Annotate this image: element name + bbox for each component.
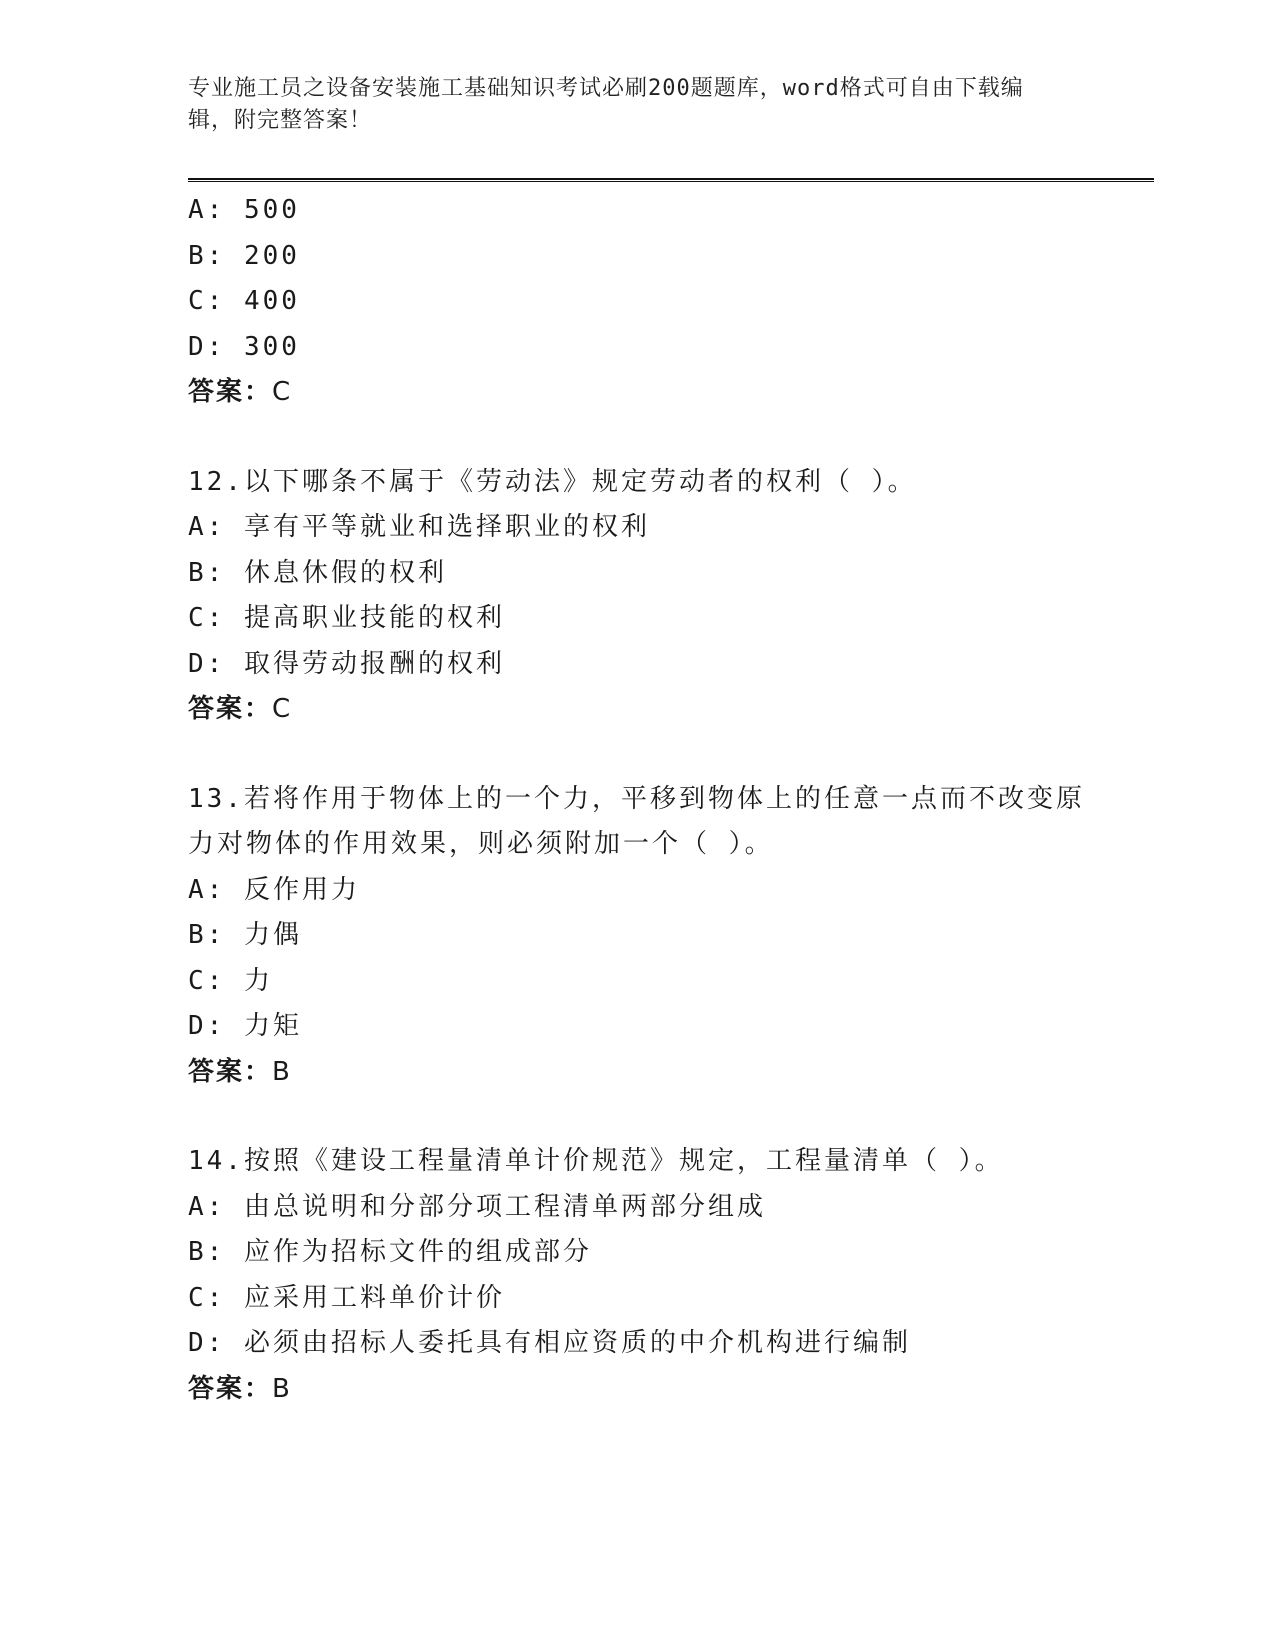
option-a: A: 享有平等就业和选择职业的权利 bbox=[188, 512, 650, 542]
option-b: B: 力偶 bbox=[188, 920, 302, 950]
option-d: D: 力矩 bbox=[188, 1011, 302, 1041]
document-header-title: 专业施工员之设备安装施工基础知识考试必刷200题题库，word格式可自由下载编辑，附完整答案！ bbox=[188, 76, 1024, 133]
answer-value: B bbox=[272, 1056, 292, 1087]
header-divider bbox=[188, 178, 1154, 182]
option-b: B: 应作为招标文件的组成部分 bbox=[188, 1237, 592, 1267]
option-b: B: 200 bbox=[188, 240, 300, 271]
option-a: A: 反作用力 bbox=[188, 874, 360, 905]
document-content bbox=[188, 188, 1154, 1412]
answer-line bbox=[188, 370, 1154, 416]
option-a: A: 由总说明和分部分项工程清单两部分组成 bbox=[188, 1191, 766, 1222]
question-text: 14.按照《建设工程量清单计价规范》规定，工程量清单（ ）。 bbox=[188, 1146, 1004, 1176]
option-c: C: 力 bbox=[188, 965, 273, 996]
question-block-11 bbox=[188, 188, 1154, 416]
option-b: B: 休息休假的权利 bbox=[188, 557, 447, 588]
option-c: C: 400 bbox=[188, 286, 300, 316]
answer-value: C bbox=[272, 694, 293, 724]
option-c: C: 应采用工料单价计价 bbox=[188, 1282, 505, 1313]
question-block-14 bbox=[188, 1139, 1154, 1412]
answer-line bbox=[188, 687, 1154, 733]
question-block-13 bbox=[188, 777, 1154, 1096]
answer-label: 答案： bbox=[188, 1056, 273, 1087]
question-block-12 bbox=[188, 460, 1154, 733]
answer-line bbox=[188, 1367, 1154, 1413]
answer-line bbox=[188, 1050, 1154, 1096]
question-text: 13.若将作用于物体上的一个力，平移到物体上的任意一点而不改变原力对物体的作用效果，则必须附加一个（ ）。 bbox=[188, 783, 1085, 859]
option-c: C: 提高职业技能的权利 bbox=[188, 603, 505, 633]
answer-label: 答案： bbox=[188, 377, 273, 407]
answer-label: 答案： bbox=[188, 1373, 273, 1404]
option-a: A: 500 bbox=[188, 195, 300, 225]
question-text: 12.以下哪条不属于《劳动法》规定劳动者的权利（ ）。 bbox=[188, 466, 917, 497]
answer-value: B bbox=[272, 1373, 292, 1404]
answer-value: C bbox=[272, 377, 293, 407]
option-d: D: 必须由招标人委托具有相应资质的中介机构进行编制 bbox=[188, 1328, 911, 1358]
option-d: D: 300 bbox=[188, 331, 300, 362]
option-d: D: 取得劳动报酬的权利 bbox=[188, 648, 505, 679]
answer-label: 答案： bbox=[188, 694, 273, 724]
